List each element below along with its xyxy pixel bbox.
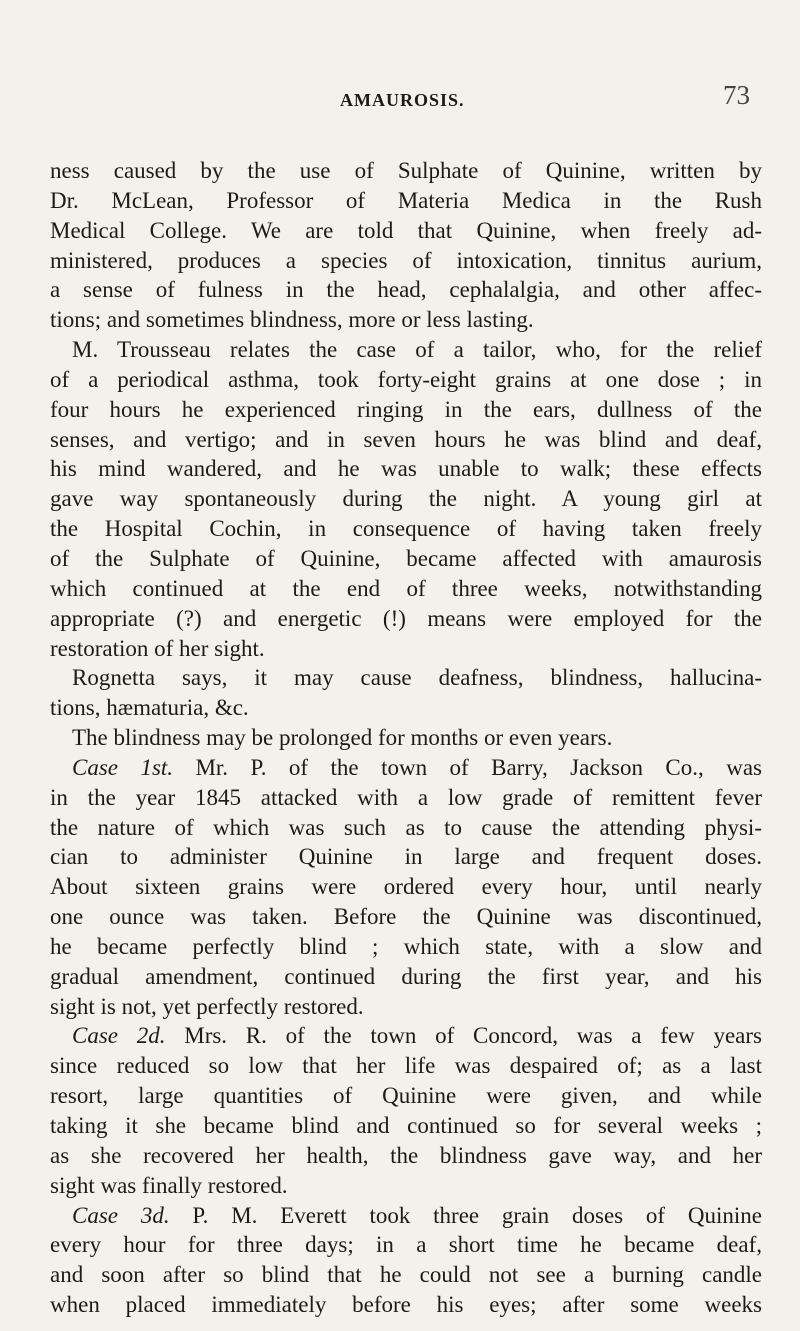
- line-text: every hour for three days; in a short time he became deaf,: [50, 1232, 762, 1258]
- page-number: 73: [723, 80, 750, 110]
- text-line: [50, 753, 762, 783]
- line-text: cian to administer Quinine in large and frequent doses.: [50, 844, 762, 870]
- line-text: sight was finally restored.: [50, 1172, 288, 1198]
- line-text: sight is not, yet perfectly restored.: [50, 993, 364, 1019]
- line-text: Mrs. R. of the town of Concord, was a few years: [165, 1023, 762, 1049]
- text-line: [50, 1111, 762, 1141]
- line-text: gradual amendment, continued during the first year, and his: [50, 963, 762, 989]
- line-text: the Hospital Cochin, in consequence of having taken freely: [50, 516, 762, 542]
- case-label: Case 1st.: [72, 754, 174, 780]
- text-line: [50, 305, 762, 335]
- text-line: [50, 1171, 762, 1201]
- text-line: [50, 514, 762, 544]
- text-line: [50, 574, 762, 604]
- line-text: restoration of her sight.: [50, 635, 265, 661]
- text-line: [50, 872, 762, 902]
- text-line: [50, 544, 762, 574]
- text-line: [50, 395, 762, 425]
- line-text: tions; and sometimes blindness, more or less lasting.: [50, 307, 534, 333]
- line-text: a sense of fulness in the head, cephalalgia, and other affec-: [50, 277, 762, 303]
- text-line: [50, 783, 762, 813]
- line-text: ness caused by the use of Sulphate of Quinine, written by: [50, 158, 762, 183]
- text-line: [50, 1141, 762, 1171]
- line-text: Dr. McLean, Professor of Materia Medica in the Rush: [50, 187, 762, 213]
- text-line: [50, 962, 762, 992]
- text-line: [50, 1260, 762, 1290]
- line-text: Medical College. We are told that Quinine, when freely ad-: [50, 217, 762, 243]
- text-line: [50, 1051, 762, 1081]
- text-line: [50, 693, 762, 723]
- line-text: The blindness may be prolonged for months or even years.: [72, 725, 613, 751]
- line-text: in the year 1845 attacked with a low grade of remittent fever: [50, 784, 762, 810]
- line-text: taking it she became blind and continued so for several weeks ;: [50, 1113, 762, 1138]
- text-line: [50, 723, 762, 753]
- text-line: [50, 932, 762, 962]
- line-text: his mind wandered, and he was unable to walk; these effects: [50, 456, 762, 482]
- case-label: Case 2d.: [72, 1023, 166, 1049]
- text-line: [50, 604, 762, 634]
- text-line: [50, 992, 762, 1022]
- line-text: he became perfectly blind ; which state, with a slow and: [50, 933, 762, 959]
- text-line: [50, 902, 762, 932]
- line-text: appropriate (?) and energetic (!) means were employed for the: [50, 605, 762, 631]
- line-text: of a periodical asthma, took forty-eight grains at one dose ; in: [50, 366, 762, 392]
- line-text: About sixteen grains were ordered every hour, until nearly: [50, 874, 762, 900]
- line-text: Rognetta says, it may cause deafness, blindness, hallucina-: [72, 665, 762, 691]
- text-line: [50, 634, 762, 664]
- page-header: [320, 80, 750, 114]
- text-line: [50, 1201, 762, 1231]
- running-head: AMAUROSIS.: [340, 90, 465, 110]
- text-line: [50, 454, 762, 484]
- text-line: [50, 663, 762, 693]
- line-text: senses, and vertigo; and in seven hours he was blind and deaf,: [50, 426, 762, 452]
- text-line: [50, 216, 762, 246]
- line-text: Mr. P. of the town of Barry, Jackson Co., was: [173, 754, 762, 780]
- text-line: [50, 1021, 762, 1051]
- text-line: [50, 425, 762, 455]
- line-text: as she recovered her health, the blindness gave way, and her: [50, 1142, 762, 1168]
- body-text: [50, 156, 762, 1320]
- line-text: ministered, produces a species of intoxication, tinnitus aurium,: [50, 247, 762, 273]
- line-text: which continued at the end of three weeks, notwithstanding: [50, 575, 762, 601]
- text-line: [50, 1290, 762, 1320]
- text-line: [50, 1230, 762, 1260]
- line-text: four hours he experienced ringing in the ears, dullness of the: [50, 396, 762, 422]
- line-text: P. M. Everett took three grain doses of Quinine: [169, 1202, 762, 1228]
- case-label: Case 3d.: [72, 1202, 170, 1228]
- text-line: [50, 484, 762, 514]
- line-text: M. Trousseau relates the case of a tailor, who, for the relief: [72, 337, 762, 363]
- text-line: [50, 335, 762, 365]
- text-line: [50, 186, 762, 216]
- text-line: [50, 156, 762, 186]
- line-text: of the Sulphate of Quinine, became affected with amaurosis: [50, 545, 762, 571]
- text-line: [50, 813, 762, 843]
- text-line: [50, 1081, 762, 1111]
- text-line: [50, 275, 762, 305]
- line-text: the nature of which was such as to cause the attending physi-: [50, 814, 762, 840]
- line-text: gave way spontaneously during the night. A young girl at: [50, 486, 762, 512]
- text-line: [50, 842, 762, 872]
- line-text: resort, large quantities of Quinine were given, and while: [50, 1083, 762, 1109]
- text-line: [50, 246, 762, 276]
- line-text: since reduced so low that her life was despaired of; as a last: [50, 1053, 762, 1079]
- text-line: [50, 365, 762, 395]
- line-text: and soon after so blind that he could not see a burning candle: [50, 1262, 762, 1288]
- line-text: one ounce was taken. Before the Quinine was discontinued,: [50, 904, 762, 930]
- line-text: when placed immediately before his eyes; after some weeks: [50, 1292, 762, 1318]
- line-text: tions, hæmaturia, &c.: [50, 695, 249, 721]
